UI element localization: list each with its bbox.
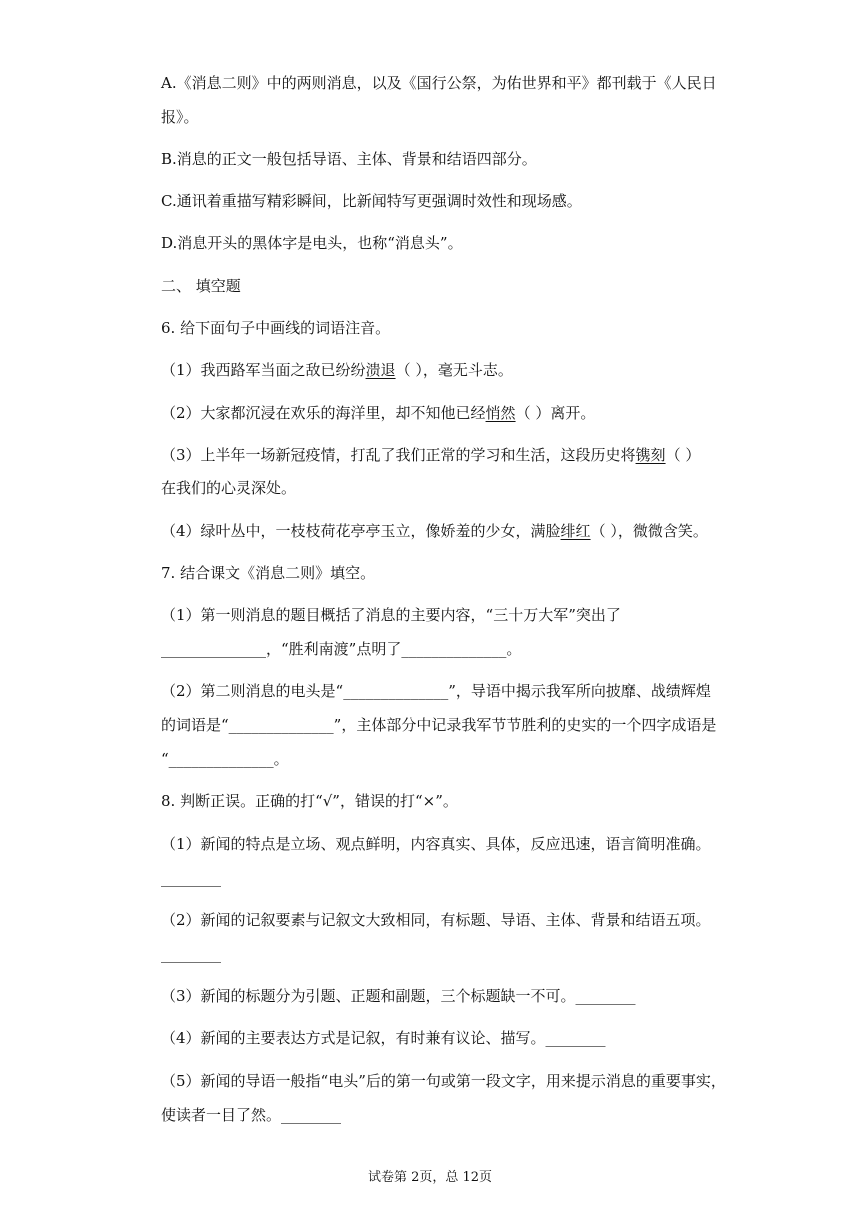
q7-item-1-line1: （1）第一则消息的题目概括了消息的主要内容，“三十万大军”突出了 xyxy=(161,606,621,624)
underlined-word: 绯红 xyxy=(560,522,591,540)
q6-item-1: （1）我西路军当面之敌已纷纷溃退（ ），毫无斗志。 xyxy=(161,361,513,379)
q6-item-2: （2）大家都沉浸在欢乐的海洋里，却不知他已经悄然（ ）离开。 xyxy=(161,404,596,422)
q8-item-1-blank: ________ xyxy=(161,869,221,887)
q7-item-1-line2: ______________，“胜利南渡”点明了______________。 xyxy=(161,640,522,658)
section-title-fill-blank: 二、 填空题 xyxy=(161,277,241,295)
q8-item-4: （4）新闻的主要表达方式是记叙，有时兼有议论、描写。________ xyxy=(161,1029,606,1047)
underlined-word: 镌刻 xyxy=(635,446,666,464)
q7-stem: 7. 结合课文《消息二则》填空。 xyxy=(161,564,376,582)
q6-item-3-line2: 在我们的心灵深处。 xyxy=(161,479,297,497)
option-c: C.通讯着重描写精彩瞬间，比新闻特写更强调时效性和现场感。 xyxy=(161,192,582,210)
q6-item-4: （4）绿叶丛中，一枝枝荷花亭亭玉立，像娇羞的少女，满脸绯红（ ），微微含笑。 xyxy=(161,522,708,540)
page-footer: 试卷第 2页，总 12页 xyxy=(367,1170,493,1185)
q7-item-2-line1: （2）第二则消息的电头是“______________”，导语中揭示我军所向披靡、战绩辉煌 xyxy=(161,682,711,700)
q8-item-3: （3）新闻的标题分为引题、正题和副题，三个标题缺一不可。________ xyxy=(161,987,636,1005)
q8-item-5-line1: （5）新闻的导语一般指“电头”后的第一句或第一段文字，用来提示消息的重要事实， xyxy=(161,1072,726,1090)
option-a-line2: 报》。 xyxy=(161,108,199,126)
q8-item-2: （2）新闻的记叙要素与记叙文大致相同，有标题、导语、主体、背景和结语五项。 xyxy=(161,911,711,929)
q7-item-2-line3: “______________。 xyxy=(161,750,289,768)
underlined-word: 悄然 xyxy=(485,404,516,422)
underlined-word: 溃退 xyxy=(365,361,396,379)
option-b: B.消息的正文一般包括导语、主体、背景和结语四部分。 xyxy=(161,150,537,168)
q8-stem: 8. 判断正误。正确的打“√”，错误的打“×”。 xyxy=(161,792,458,810)
q8-item-1: （1）新闻的特点是立场、观点鲜明，内容真实、具体，反应迅速，语言简明准确。 xyxy=(161,835,711,853)
option-d: D.消息开头的黑体字是电头，也称“消息头”。 xyxy=(161,234,463,252)
option-a-line1: A.《消息二则》中的两则消息，以及《国行公祭，为佑世界和平》都刊载于《人民日 xyxy=(161,74,717,92)
q8-item-2-blank: ________ xyxy=(161,945,221,963)
q8-item-5-line2: 使读者一目了然。________ xyxy=(161,1106,342,1124)
q7-item-2-line2: 的词语是“______________”，主体部分中记录我军节节胜利的史实的一个四字成语是 xyxy=(161,716,717,734)
q6-item-3: （3）上半年一场新冠疫情，打乱了我们正常的学习和生活，这段历史将镌刻（ ） xyxy=(161,446,701,464)
q6-stem: 6. 给下面句子中画线的词语注音。 xyxy=(161,319,391,337)
